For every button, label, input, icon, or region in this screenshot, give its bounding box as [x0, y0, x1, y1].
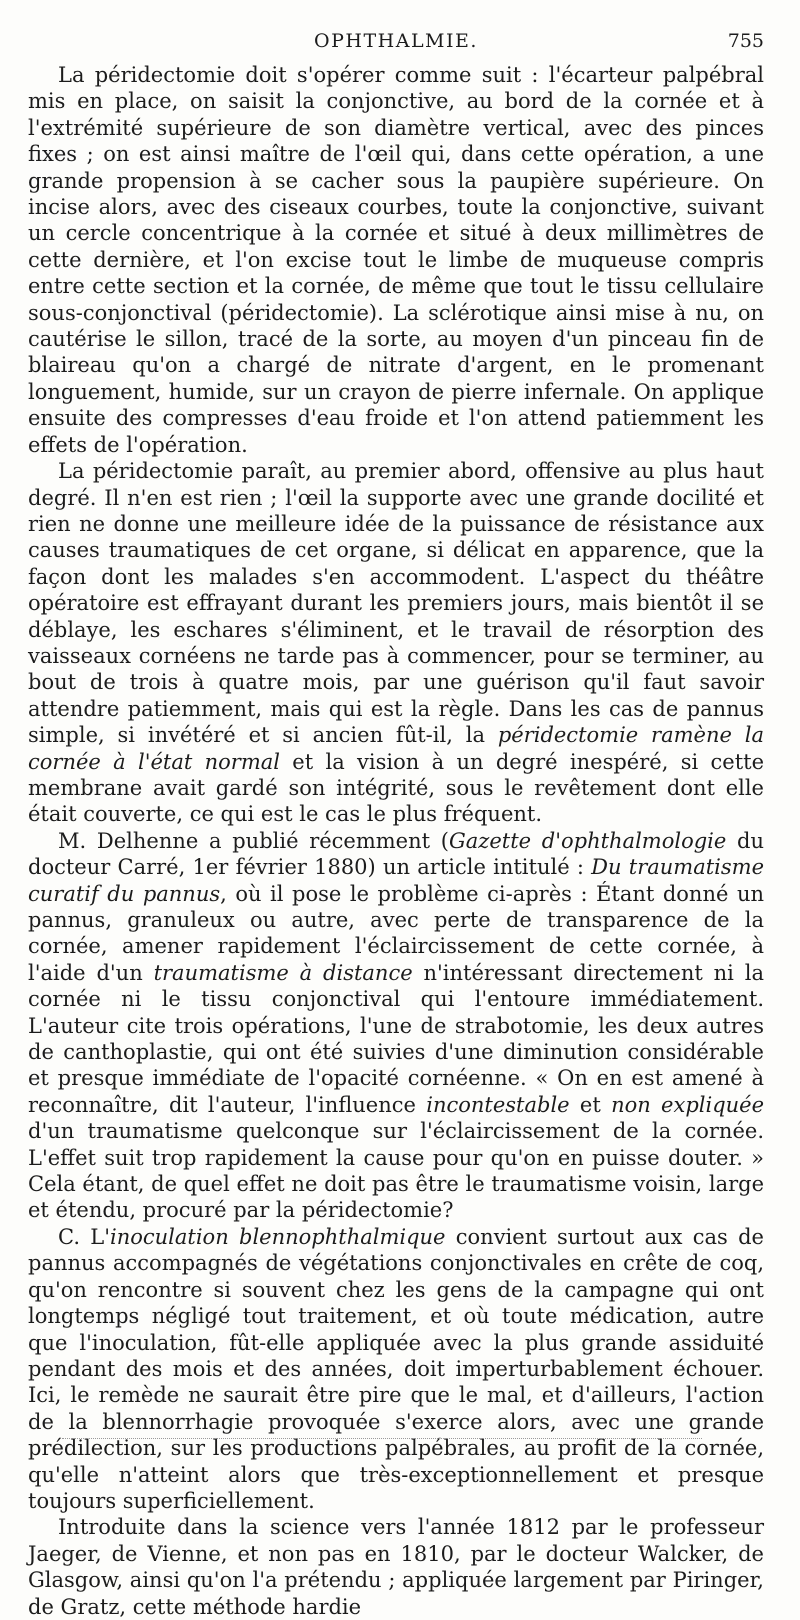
italic-text: Du traumatisme curatif du pannus	[28, 855, 764, 906]
text-run: La péridectomie paraît, au premier abord, offensive au plus haut degré. Il n'en est rien ; l'œil la supporte avec une grande docilité et rien ne donne une meilleure idée de la puissance de résistance aux causes traumatiques de cet organe, si délicat en apparence, que la façon dont les malades s'en accommodent. L'aspect du théâtre opératoire est effrayant durant les premiers jours, mais bientôt il se déblaye, les eschares s'éliminent, et le travail de résorption des vaisseaux cornéens ne tarde pas à commencer, pour se terminer, au bout de trois à quatre mois, par une guérison qu'il faut savoir attendre patiemment, mais qui est la règle. Dans les cas de pannus simple, si invétéré et si ancien fût-il, la	[28, 459, 764, 748]
italic-text: inoculation blennophthalmique	[110, 1224, 446, 1249]
italic-text: incontestable	[426, 1092, 570, 1117]
footer-dotted-rule	[62, 1438, 702, 1439]
text-run: et la vision à un degré inespéré, si cette membrane avait gardé son intégrité, sous le revêtement dont elle était couverte, ce qui est le cas le plus fréquent.	[28, 749, 765, 827]
text-run: Introduite dans la science vers l'année 1812 par le professeur Jaeger, de Vienne, et non pas en 1810, par le docteur Walcker, de Glasgow, ainsi qu'on l'a prétendu ; appliquée largement par Piringer, de Gratz, cette méthode hardie	[28, 1515, 764, 1619]
paragraph	[28, 62, 764, 458]
paragraph	[28, 828, 764, 1224]
paragraph	[28, 1514, 764, 1620]
paragraph	[28, 1224, 764, 1514]
text-run: M. Delhenne a publié récemment (	[58, 828, 449, 853]
italic-text: péridectomie ramène la cornée à l'état normal	[28, 723, 764, 774]
italic-text: non expliquée	[611, 1092, 765, 1117]
italic-text: traumatisme à distance	[153, 960, 413, 985]
running-head	[28, 30, 764, 60]
text-run: C. L'	[58, 1224, 110, 1249]
body-text	[28, 62, 764, 1620]
text-run: et	[569, 1092, 612, 1117]
page-number: 755	[727, 30, 764, 52]
text-run: du docteur Carré, 1er février 1880) un article intitulé :	[28, 828, 764, 880]
paragraph	[28, 458, 764, 828]
running-head-title: OPHTHALMIE.	[314, 30, 478, 52]
text-run: convient surtout aux cas de pannus accompagnés de végétations conjonctivales en crête de coq, qu'on rencontre si souvent chez les gens de la campagne qui ont longtemps négligé tout traitement, et où toute médication, autre que l'inoculation, fût-elle appliquée avec la plus grande assiduité pendant des mois et des années, doit imperturbablement échouer. Ici, le remède ne saurait être pire que le mal, et d'ailleurs, l'action de la blennorrhagie provoquée s'exerce alors, avec une grande prédilection, sur les productions palpébrales, au profit de la cornée, qu'elle n'atteint alors que très-exceptionnellement et presque toujours superficiellement.	[28, 1224, 764, 1513]
text-run: d'un traumatisme quelconque sur l'éclaircissement de la cornée. L'effet suit trop rapidement la cause pour qu'on en puisse douter. » Cela étant, de quel effet ne doit pas être le traumatisme voisin, large et étendu, procuré par la péridectomie?	[28, 1119, 764, 1223]
text-run: n'intéressant directement ni la cornée ni le tissu conjonctival qui l'entoure immédiatement. L'auteur cite trois opérations, l'une de strabotomie, les deux autres de canthoplastie, qui ont été suivies d'une diminution considérable et presque immédiate de l'opacité cornéenne. « On en est amené à reconnaître, dit l'auteur, l'influence	[28, 960, 764, 1117]
italic-text: Gazette d'ophthalmologie	[448, 828, 727, 853]
text-run: , où il pose le problème ci-après : Étant donné un pannus, granuleux ou autre, avec perte de transparence de la cornée, amener rapidement l'éclaircissement de cette cornée, à l'aide d'un	[28, 881, 764, 985]
text-run: La péridectomie doit s'opérer comme suit : l'écarteur palpébral mis en place, on saisit la conjonctive, au bord de la cornée et à l'extrémité supérieure de son diamètre vertical, avec des pinces fixes ; on est ainsi maître de l'œil qui, dans cette opération, a une grande propension à se cacher sous la paupière supérieure. On incise alors, avec des ciseaux courbes, toute la conjonctive, suivant un cercle concentrique à la cornée et situé à deux millimètres de cette dernière, et l'on excise tout le limbe de muqueuse compris entre cette section et la cornée, de même que tout le tissu cellulaire sous-conjonctival (péridectomie). La sclérotique ainsi mise à nu, on cautérise le sillon, tracé de la sorte, au moyen d'un pinceau fin de blaireau qu'on a chargé de nitrate d'argent, en le promenant longuement, humide, sur un crayon de pierre infernale. On applique ensuite des compresses d'eau froide et l'on attend patiemment les effets de l'opération.	[28, 63, 764, 457]
